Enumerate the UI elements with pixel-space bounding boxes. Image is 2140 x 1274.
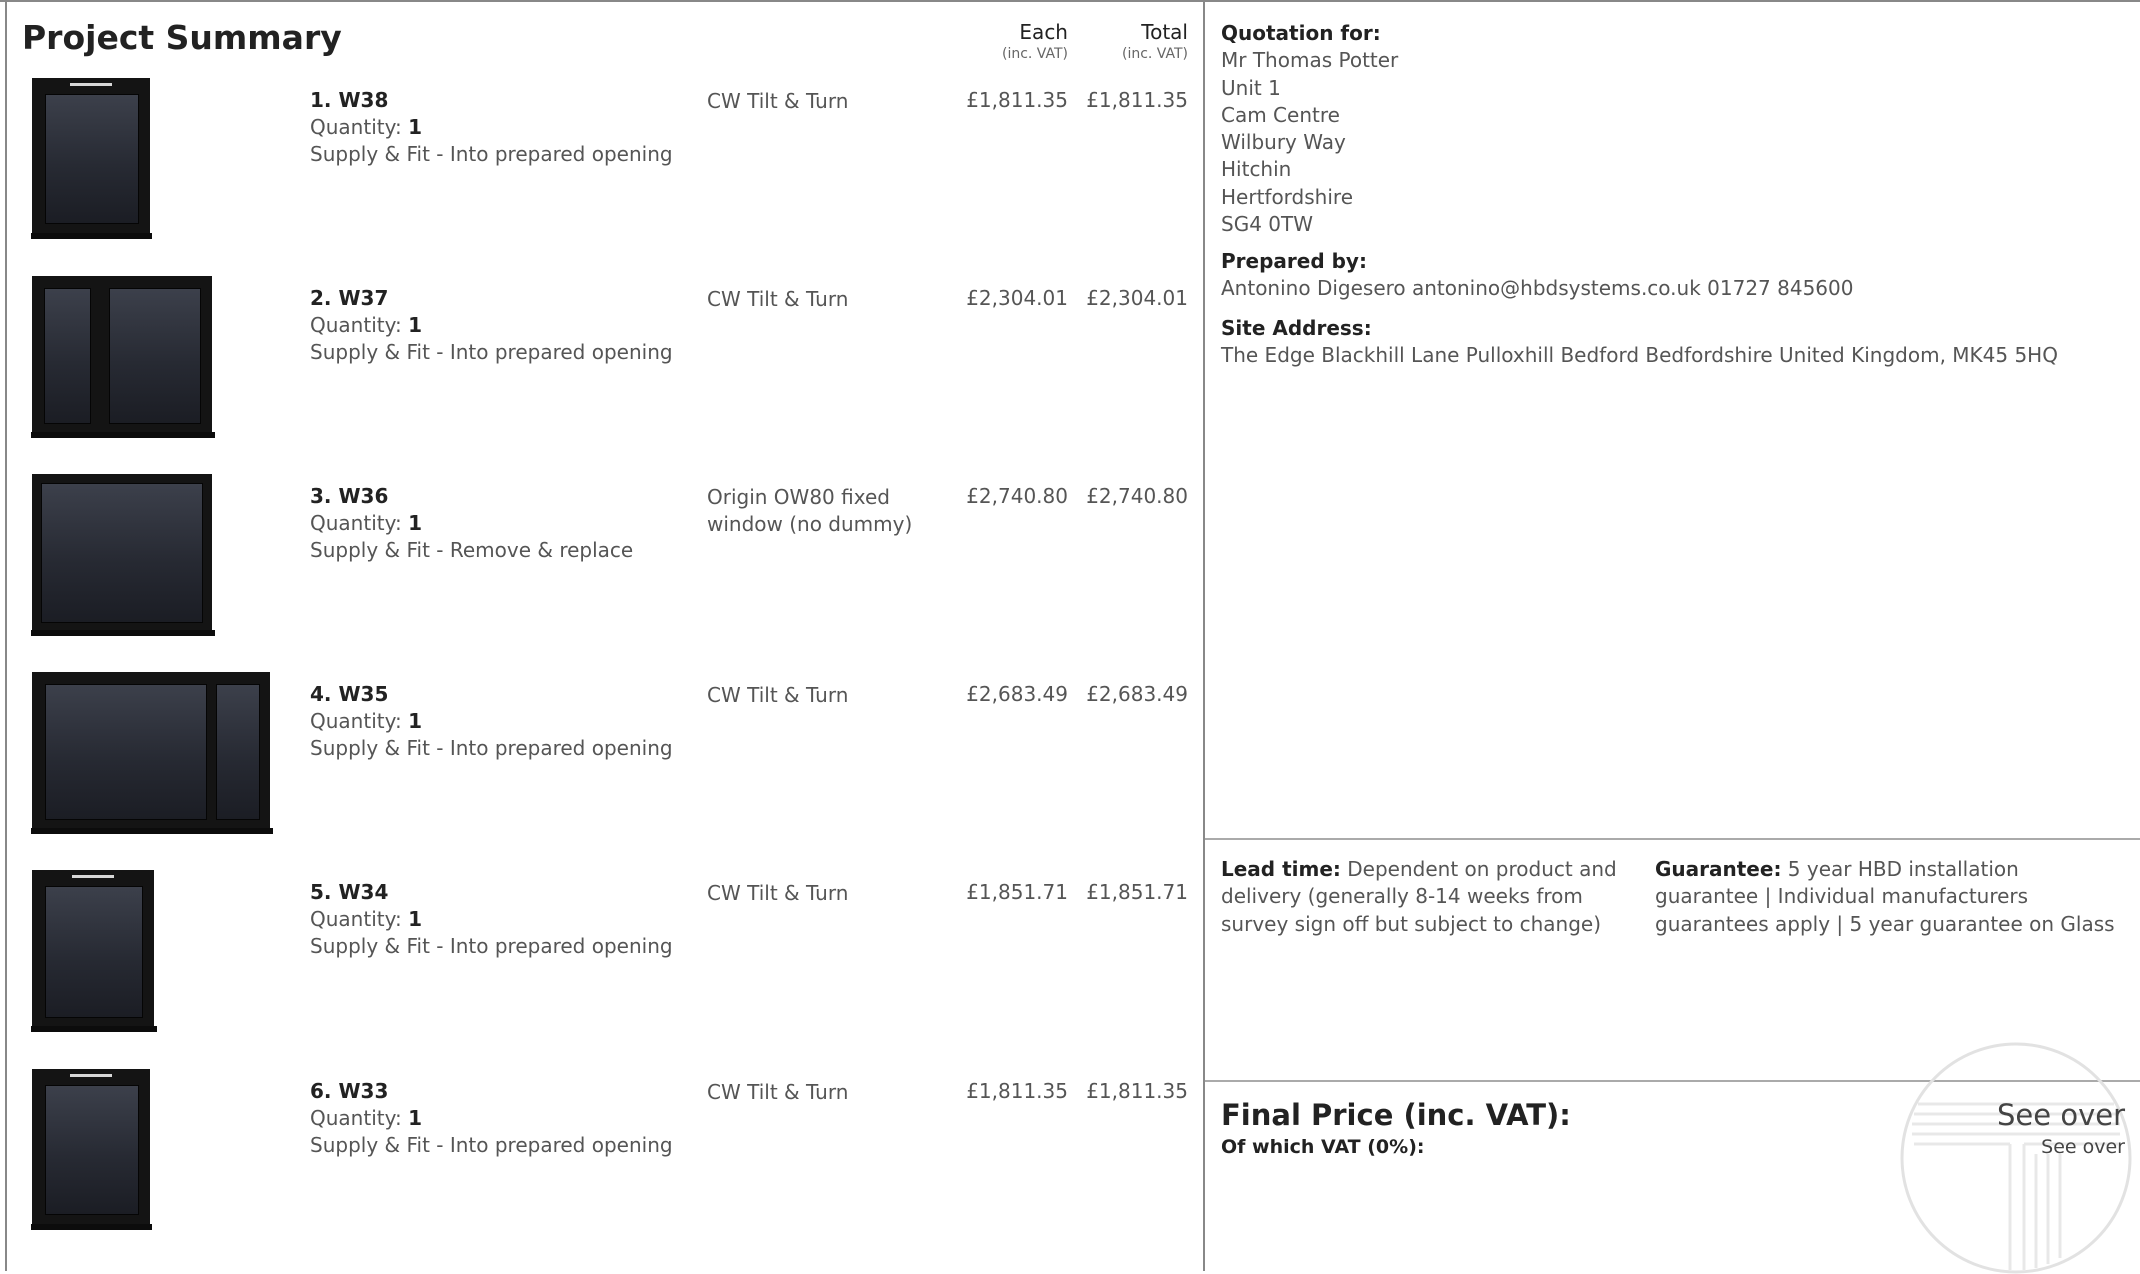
line-item xyxy=(0,474,1200,672)
item-quantity xyxy=(310,511,422,535)
item-title: 2. W37 xyxy=(310,286,389,310)
window-glass xyxy=(45,94,139,224)
quotation-line: SG4 0TW xyxy=(1221,212,1313,237)
item-fit-type: Supply & Fit - Into prepared opening xyxy=(310,736,673,760)
window-sill xyxy=(31,432,215,438)
quantity-label: Quantity: xyxy=(310,709,402,733)
quotation-line: Unit 1 xyxy=(1221,75,1281,100)
final-price-value: See over xyxy=(1997,1098,2125,1132)
final-price-label: Final Price (inc. VAT): xyxy=(1221,1098,1571,1132)
page-border-top xyxy=(0,0,2140,2)
site-address-label: Site Address: xyxy=(1221,316,1372,340)
item-title: 5. W34 xyxy=(310,880,389,904)
line-item xyxy=(0,276,1200,474)
quantity-value: 1 xyxy=(408,313,422,337)
quantity-value: 1 xyxy=(408,511,422,535)
quantity-label: Quantity: xyxy=(310,907,402,931)
lead-time-label: Lead time: xyxy=(1221,857,1341,881)
window-sill xyxy=(31,630,215,636)
quantity-value: 1 xyxy=(408,709,422,733)
item-quantity xyxy=(310,1106,422,1130)
line-item xyxy=(0,870,1200,1068)
line-item xyxy=(0,672,1200,870)
item-quantity xyxy=(310,907,422,931)
window-sill xyxy=(31,1026,157,1032)
total-header-label: Total xyxy=(1141,20,1188,44)
quotation-for-block xyxy=(1221,20,1398,238)
watermark-logo xyxy=(1900,1042,2132,1274)
window-glass-right xyxy=(216,684,260,820)
item-total-price: £2,304.01 xyxy=(1086,286,1188,310)
each-header-vat-note: (inc. VAT) xyxy=(1001,46,1068,62)
total-column-header xyxy=(1070,20,1188,62)
item-fit-type: Supply & Fit - Into prepared opening xyxy=(310,1133,673,1157)
window-handle xyxy=(70,83,112,86)
quotation-line: Cam Centre xyxy=(1221,102,1340,127)
guarantee-block xyxy=(1655,856,2125,938)
total-header-vat-note: (inc. VAT) xyxy=(1121,46,1188,62)
window-glass xyxy=(45,1085,139,1215)
window-glass-right xyxy=(109,288,201,424)
window-glass-left xyxy=(44,288,91,424)
line-item xyxy=(0,78,1200,276)
section-divider-terms xyxy=(1205,838,2140,840)
item-total-price: £1,811.35 xyxy=(1086,1079,1188,1103)
window-glass xyxy=(45,886,143,1018)
item-total-price: £2,740.80 xyxy=(1086,484,1188,508)
item-quantity xyxy=(310,313,422,337)
prepared-by-block xyxy=(1221,248,1853,303)
quotation-for-label: Quotation for: xyxy=(1221,21,1381,45)
quantity-label: Quantity: xyxy=(310,115,402,139)
quantity-value: 1 xyxy=(408,115,422,139)
item-total-price: £1,811.35 xyxy=(1086,88,1188,112)
guarantee-text: 5 year HBD installation guarantee | Individual manufacturers guarantees apply | 5 year guarantee on Glass xyxy=(1655,857,2115,936)
item-each-price: £1,811.35 xyxy=(966,88,1068,112)
quantity-label: Quantity: xyxy=(310,511,402,535)
item-each-price: £1,851.71 xyxy=(966,880,1068,904)
quantity-label: Quantity: xyxy=(310,313,402,337)
item-title: 1. W38 xyxy=(310,88,389,112)
item-fit-type: Supply & Fit - Into prepared opening xyxy=(310,934,673,958)
item-product: CW Tilt & Turn xyxy=(707,1080,849,1104)
quotation-line: Hertfordshire xyxy=(1221,184,1353,209)
site-address-text: The Edge Blackhill Lane Pulloxhill Bedford Bedfordshire United Kingdom, MK45 5HQ xyxy=(1221,343,2058,368)
site-address-block xyxy=(1221,315,2058,370)
quantity-label: Quantity: xyxy=(310,1106,402,1130)
item-quantity xyxy=(310,115,422,139)
item-fit-type: Supply & Fit - Into prepared opening xyxy=(310,340,673,364)
item-quantity xyxy=(310,709,422,733)
page-title: Project Summary xyxy=(22,18,342,57)
item-product: CW Tilt & Turn xyxy=(707,683,849,707)
lead-time-block xyxy=(1221,856,1641,938)
item-product: CW Tilt & Turn xyxy=(707,89,849,113)
item-product: Origin OW80 fixed window (no dummy) xyxy=(707,485,913,536)
each-header-label: Each xyxy=(1019,20,1068,44)
item-title: 3. W36 xyxy=(310,484,389,508)
each-column-header xyxy=(940,20,1068,62)
lead-time-text: Dependent on product and delivery (generally 8-14 weeks from survey sign off but subject to change) xyxy=(1221,857,1617,936)
quotation-line: Hitchin xyxy=(1221,157,1292,182)
prepared-by-label: Prepared by: xyxy=(1221,249,1367,273)
quotation-line: Mr Thomas Potter xyxy=(1221,48,1399,73)
quantity-value: 1 xyxy=(408,907,422,931)
item-title: 6. W33 xyxy=(310,1079,389,1103)
item-total-price: £1,851.71 xyxy=(1086,880,1188,904)
window-sill xyxy=(31,828,273,834)
item-fit-type: Supply & Fit - Into prepared opening xyxy=(310,142,673,166)
item-each-price: £2,304.01 xyxy=(966,286,1068,310)
window-sill xyxy=(31,1224,152,1230)
window-sill xyxy=(31,233,152,239)
prepared-by-text: Antonino Digesero antonino@hbdsystems.co.uk 01727 845600 xyxy=(1221,276,1854,301)
window-glass-left xyxy=(45,684,207,820)
item-each-price: £2,740.80 xyxy=(966,484,1068,508)
quantity-value: 1 xyxy=(408,1106,422,1130)
window-glass xyxy=(41,483,203,623)
item-total-price: £2,683.49 xyxy=(1086,682,1188,706)
window-handle xyxy=(72,875,114,878)
item-each-price: £1,811.35 xyxy=(966,1079,1068,1103)
vat-value: See over xyxy=(2041,1136,2125,1158)
vat-label: Of which VAT (0%): xyxy=(1221,1136,1425,1158)
line-item xyxy=(0,1069,1200,1267)
item-product: CW Tilt & Turn xyxy=(707,881,849,905)
guarantee-label: Guarantee: xyxy=(1655,857,1782,881)
window-handle xyxy=(70,1074,112,1077)
item-fit-type: Supply & Fit - Remove & replace xyxy=(310,538,634,562)
quotation-line: Wilbury Way xyxy=(1221,130,1346,155)
item-title: 4. W35 xyxy=(310,682,389,706)
item-product: CW Tilt & Turn xyxy=(707,287,849,311)
item-each-price: £2,683.49 xyxy=(966,682,1068,706)
